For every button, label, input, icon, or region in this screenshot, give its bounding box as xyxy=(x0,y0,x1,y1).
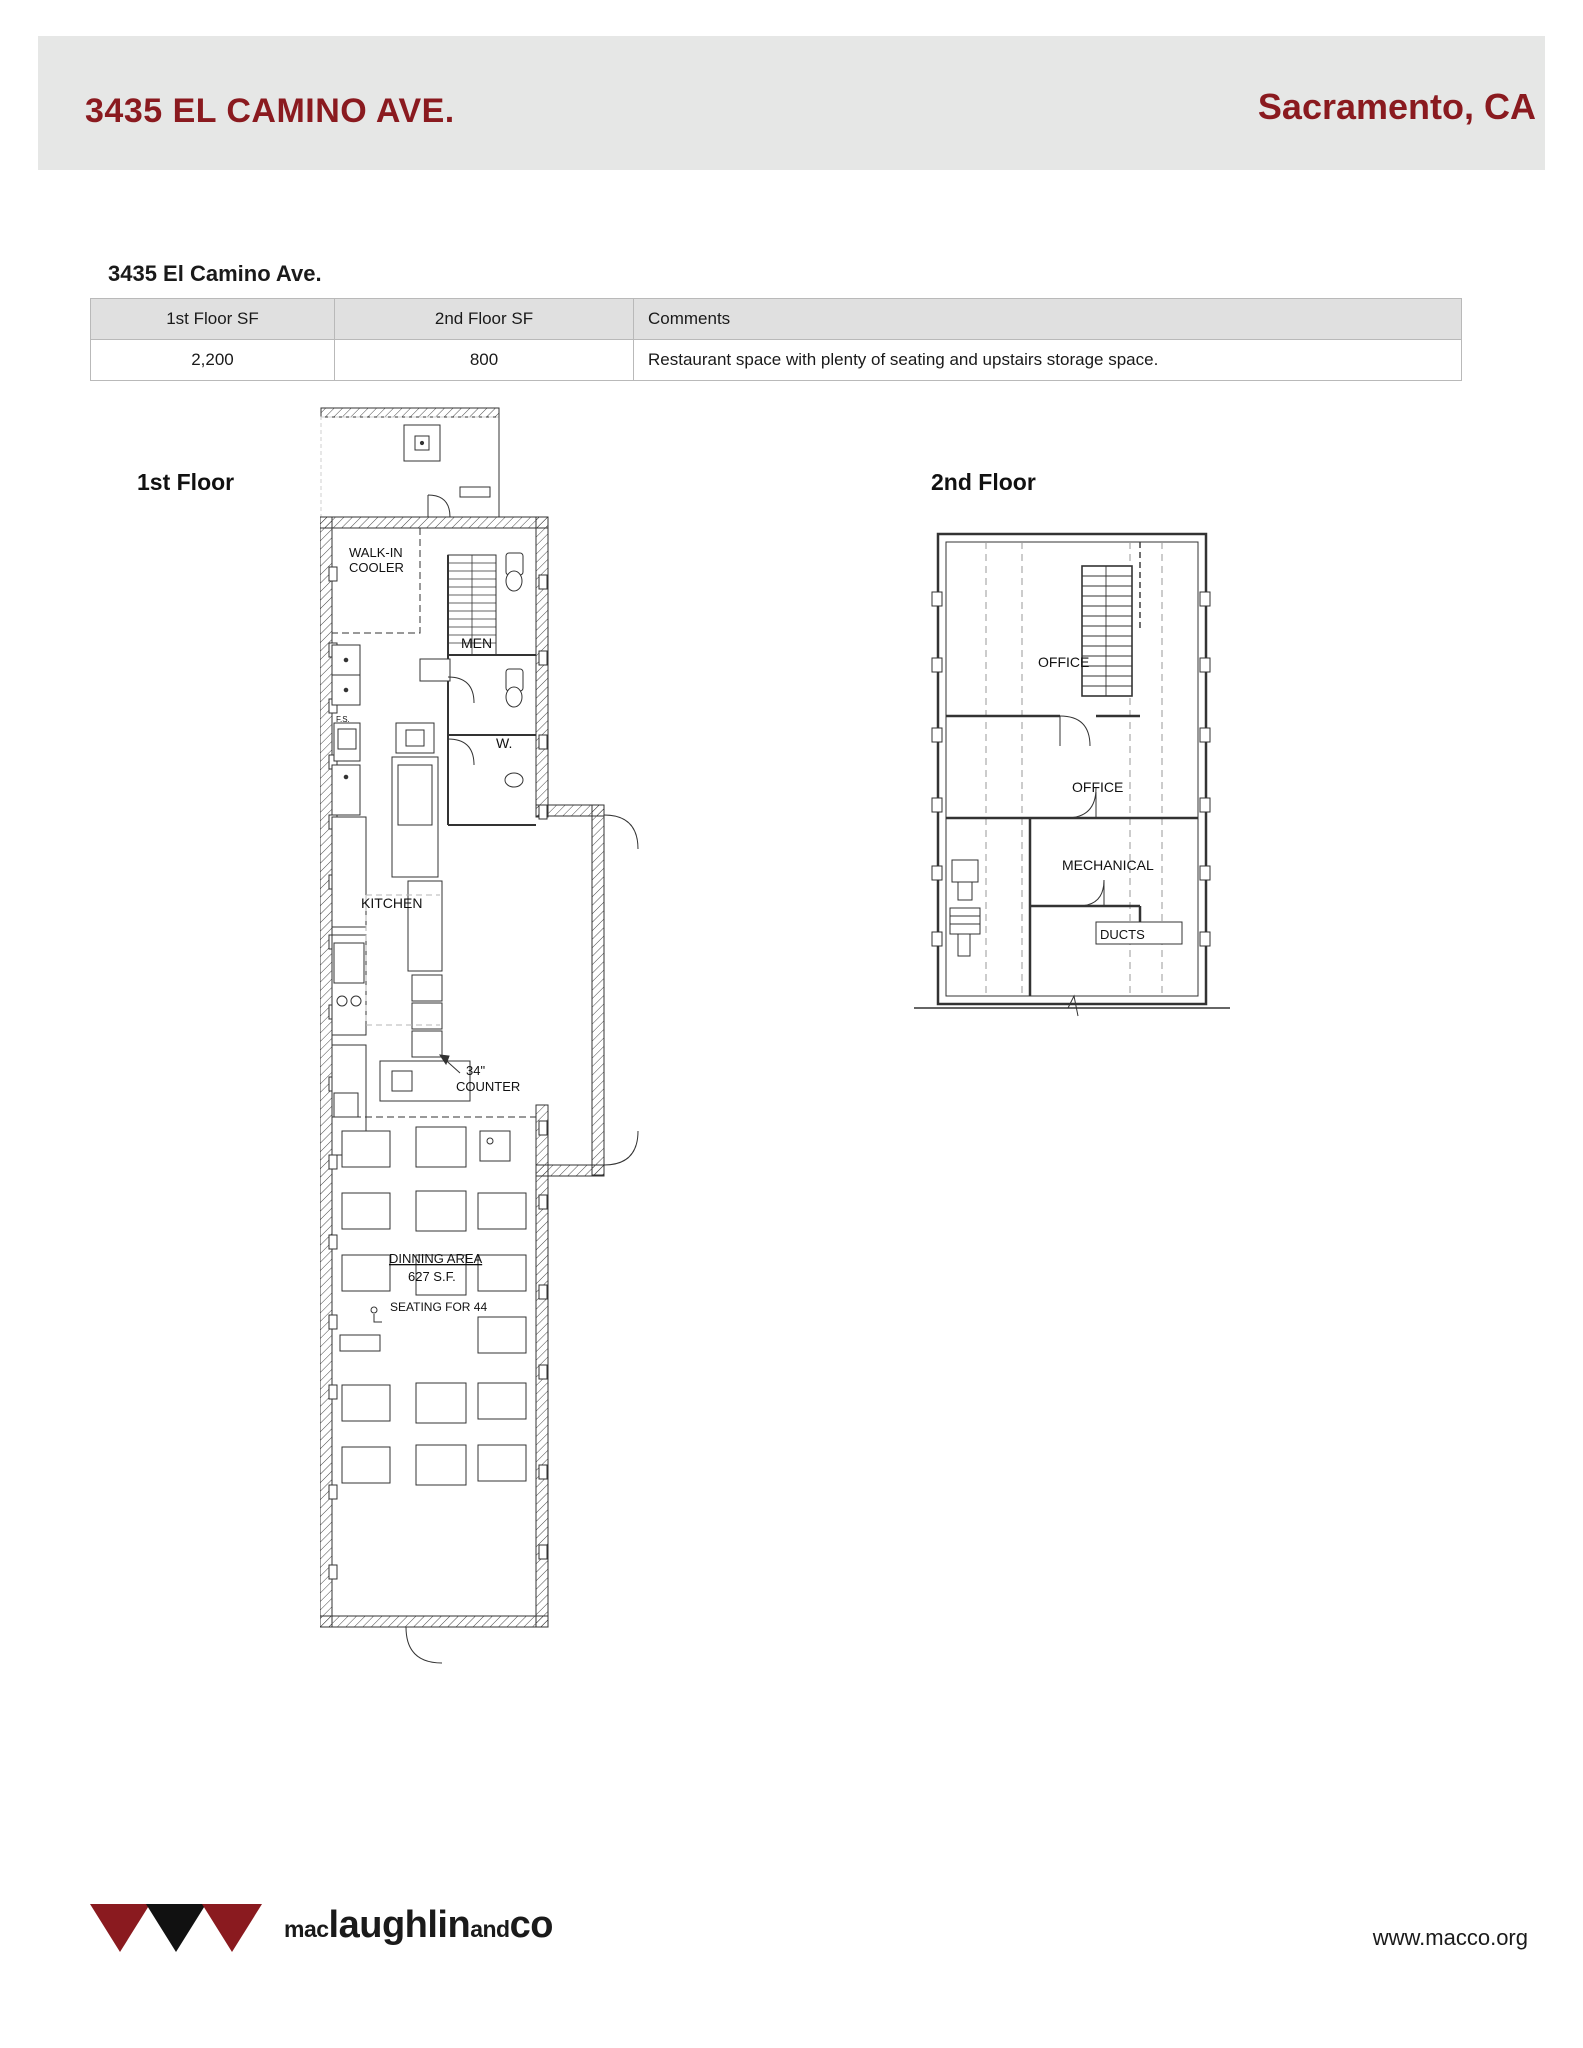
table-header-row xyxy=(91,299,1462,340)
first-floor-label: 1st Floor xyxy=(137,469,235,495)
property-summary-table xyxy=(90,298,1462,381)
logo-mark-icon xyxy=(88,1900,268,1960)
note-counter-line1: 34" xyxy=(466,1063,486,1078)
website-url[interactable]: www.macco.org xyxy=(1372,1925,1528,1950)
property-name: 3435 El Camino Ave. xyxy=(108,261,322,286)
first-floor-plan xyxy=(320,405,740,1735)
room-label-dining-line1: DINNING AREA xyxy=(389,1251,483,1266)
column-header-comments: Comments xyxy=(634,299,1462,340)
column-header-first-floor-sf: 1st Floor SF xyxy=(91,299,335,340)
room-label-dining-line2: 627 S.F. xyxy=(408,1269,456,1284)
cell-second-floor-sf: 800 xyxy=(335,340,634,381)
table-row xyxy=(91,340,1462,381)
room-label-mechanical: MECHANICAL xyxy=(1062,857,1154,873)
room-label-walkin-cooler-line1: WALK-IN xyxy=(349,545,403,560)
logo-text-and: and xyxy=(470,1916,510,1942)
room-label-ducts: DUCTS xyxy=(1100,927,1145,942)
cell-first-floor-sf: 2,200 xyxy=(91,340,335,381)
column-header-second-floor-sf: 2nd Floor SF xyxy=(335,299,634,340)
logo-text-mac: mac xyxy=(284,1916,329,1942)
note-fs: F.S. xyxy=(336,715,350,724)
table-body xyxy=(91,340,1462,381)
room-label-women: W. xyxy=(496,735,513,751)
cell-comments: Restaurant space with plenty of seating and upstairs storage space. xyxy=(634,340,1462,381)
room-label-office-2: OFFICE xyxy=(1072,779,1124,795)
company-logo xyxy=(88,1900,608,1970)
second-floor-label: 2nd Floor xyxy=(931,469,1036,495)
note-counter-line2: COUNTER xyxy=(456,1079,521,1094)
header-city: Sacramento, CA xyxy=(1257,86,1536,127)
table-header xyxy=(91,299,1462,340)
room-label-kitchen: KITCHEN xyxy=(361,895,423,911)
room-label-dining-line3: SEATING FOR 44 xyxy=(390,1300,488,1314)
room-label-walkin-cooler-line2: COOLER xyxy=(349,560,404,575)
room-label-office-1: OFFICE xyxy=(1038,654,1090,670)
room-label-men: MEN xyxy=(461,635,493,651)
page-title: 3435 EL CAMINO AVE. xyxy=(85,92,455,130)
logo-wordmark xyxy=(284,1904,553,1947)
logo-text-co: co xyxy=(509,1904,553,1946)
second-floor-plan xyxy=(900,530,1260,1140)
logo-text-laughlin: laughlin xyxy=(328,1904,471,1946)
